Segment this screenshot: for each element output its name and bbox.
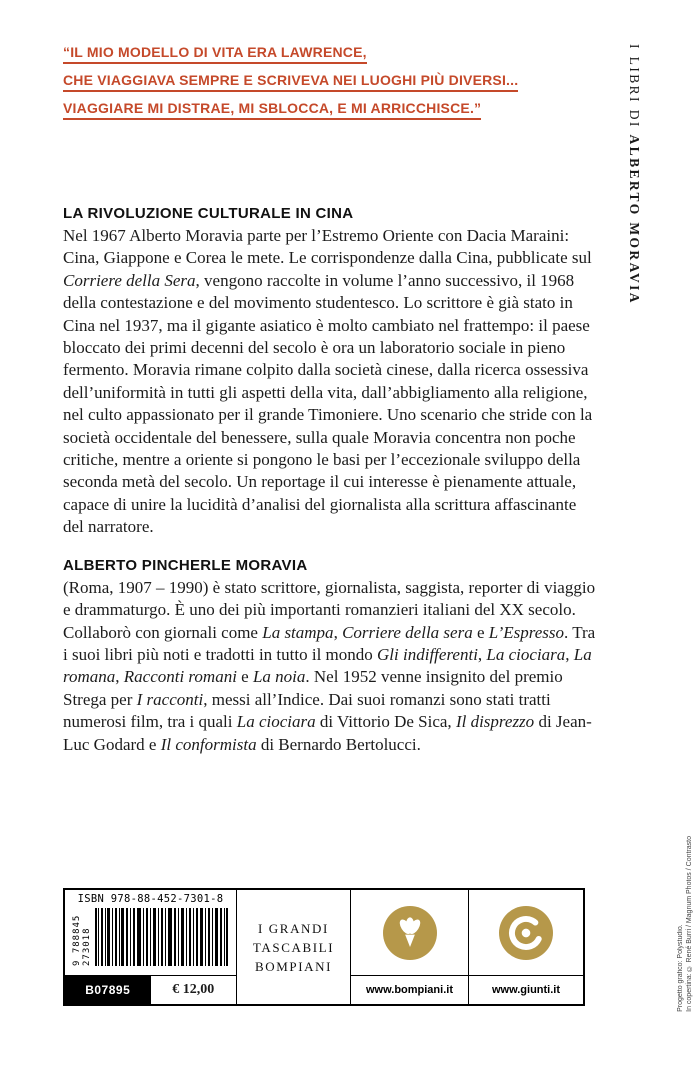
isbn-barcode-box	[63, 888, 585, 1006]
quote-line	[63, 72, 583, 92]
spine-author-name: ALBERTO MORAVIA	[627, 134, 642, 305]
quote-line-text: CHE VIAGGIAVA SEMPRE E SCRIVEVA NEI LUOGHI PIÙ DIVERSI...	[63, 72, 518, 92]
isbn-label: ISBN 978-88-452-7301-8	[77, 893, 224, 905]
publisher-code: B07895	[65, 976, 151, 1004]
cover-credit: In copertina: © René Burri / Magnum Photos / Contrasto	[686, 836, 693, 1012]
giunti-url: www.giunti.it	[469, 975, 583, 1004]
series-spine-text	[626, 44, 642, 305]
bompiani-flower-icon	[383, 906, 437, 960]
barcode-row	[72, 908, 229, 966]
quote-line-text: “IL MIO MODELLO DI VITA ERA LAWRENCE,	[63, 44, 367, 64]
imprint-block	[237, 890, 351, 1004]
bompiani-logo-cell	[351, 890, 469, 975]
barcode-cell	[65, 890, 237, 975]
imprint-line: I GRANDI	[258, 920, 329, 936]
cover-quote	[63, 44, 583, 128]
giunti-spiral-icon	[499, 906, 553, 960]
barcode-image	[95, 908, 229, 966]
giunti-logo-cell	[469, 890, 583, 975]
imprint-line: TASCABILI	[252, 939, 335, 955]
quote-line	[63, 100, 583, 120]
imprint-line: BOMPIANI	[254, 958, 333, 974]
back-cover-text	[63, 205, 598, 756]
quote-line	[63, 44, 583, 64]
photo-design-credits	[676, 836, 694, 1012]
section-book-description	[63, 205, 598, 539]
code-price-row	[65, 975, 237, 1004]
price: € 12,00	[172, 982, 215, 997]
section-paragraph: (Roma, 1907 – 1990) è stato scrittore, giornalista, saggista, reporter di viaggio e drammaturgo. È uno dei più importanti romanzieri italiani del XX secolo. Collaborò con giornali come La stampa, Corriere della sera e L’Espresso. Tra i suoi libri più noti e tradotti in tutto il mondo Gli indifferenti, La ciociara, La romana, Racconti romani e La noia. Nel 1952 venne insignito del premio Strega per I racconti, messi all’Indice. Dai suoi romanzi sono stati tratti numerosi film, tra i quali La ciociara di Vittorio De Sica, Il disprezzo di Jean-Luc Godard e Il conformista di Bernardo Bertolucci.	[63, 577, 596, 754]
ean-number: 9 788845 273018	[72, 914, 92, 966]
section-title: ALBERTO PINCHERLE MORAVIA	[63, 556, 308, 574]
section-paragraph: Nel 1967 Alberto Moravia parte per l’Estremo Oriente con Dacia Maraini: Cina, Giappone e Corea le mete. Le corrispondenze dalla Cina, pubblicate sul Corriere della Sera, vengono raccolte in volume l’anno successivo, il 1968 della contestazione e del movimento studentesco. Lo scrittore è già stato in Cina nel 1937, ma il gigante asiatico è molto cambiato nel frattempo: il paese bloccato dei primi decenni del secolo è ora un laboratorio sociale in pieno fermento. Moravia rimane colpito dalla società cinese, dalla ricerca ossessiva dell’uniformità in tutti gli aspetti della vita, dall’abbigliamento alla religione, nel culto appassionato per il grande Timoniere. Uno scenario che stride con la società occidentale del benessere, sulla quale Moravia concentra non poche critiche, mentre a oriente si pongono le basi per l’eccezionale sviluppo della seconda metà del secolo. Un reportage il cui interesse è pienamente attuale, capace di unire la lucidità d’analisi del giornalista alla scrittura affascinante del narratore.	[63, 226, 593, 537]
bompiani-url: www.bompiani.it	[351, 975, 469, 1004]
section-author-bio	[63, 557, 598, 756]
spine-series-label: I LIBRI DI	[627, 44, 642, 135]
design-credit: Progetto grafico: Polystudio.	[677, 924, 684, 1012]
quote-line-text: VIAGGIARE MI DISTRAE, MI SBLOCCA, E MI ARRICCHISCE.”	[63, 100, 481, 120]
section-title: LA RIVOLUZIONE CULTURALE IN CINA	[63, 205, 354, 222]
